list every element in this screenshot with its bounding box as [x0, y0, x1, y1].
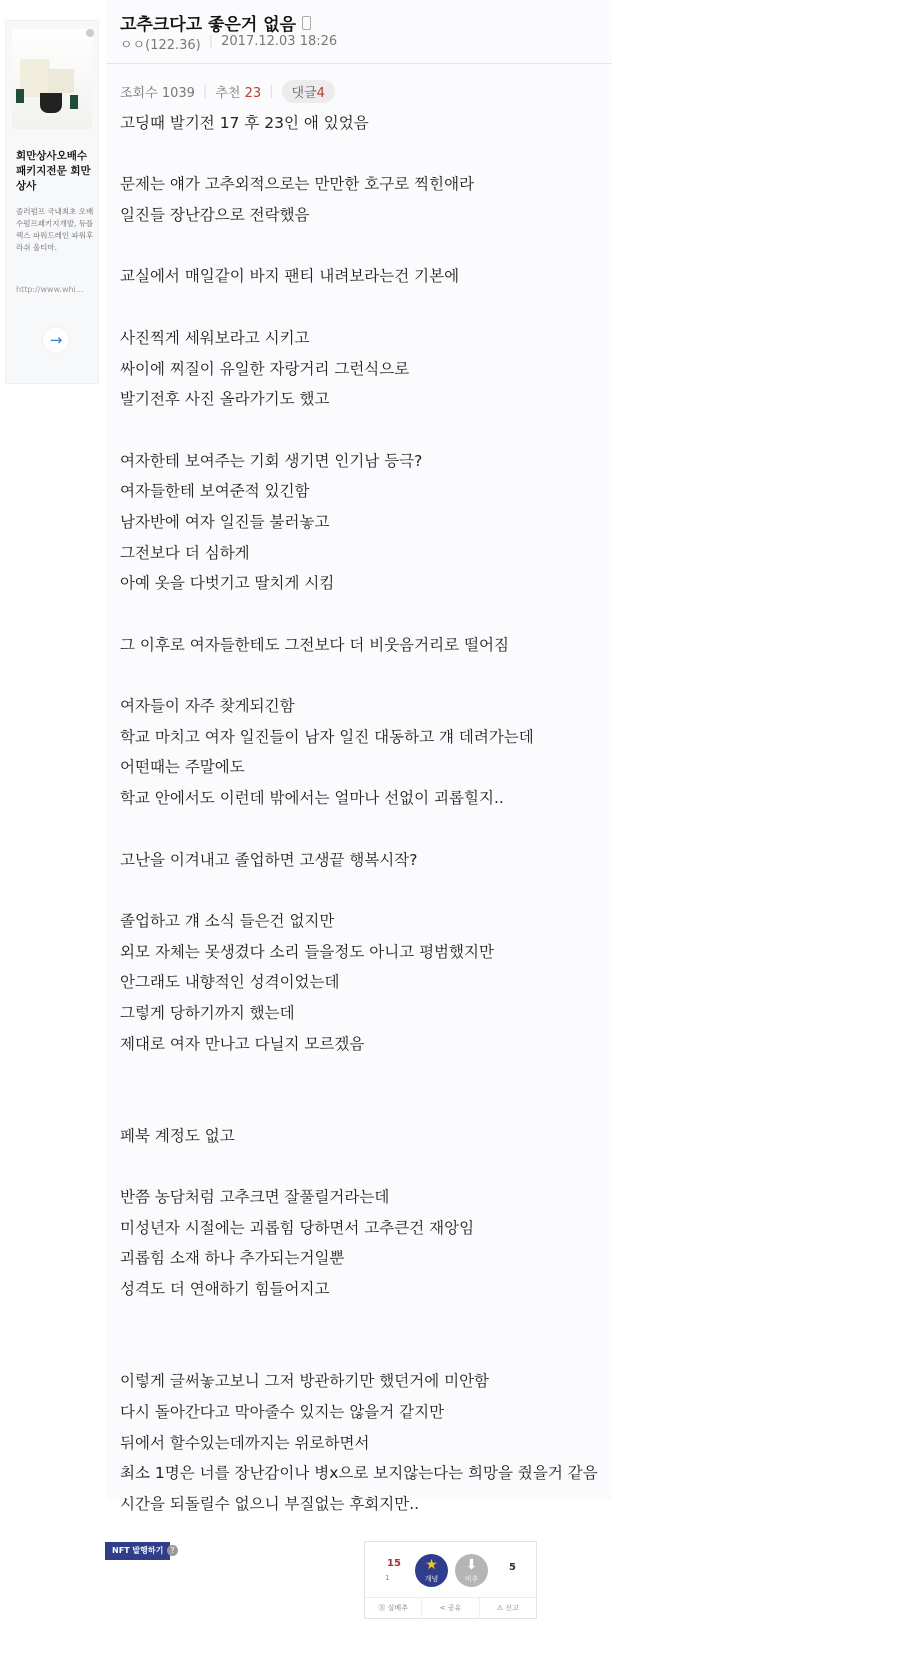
- post-date: 2017.12.03 18:26: [221, 34, 338, 49]
- body-line: 안그래도 내향적인 성격이었는데: [120, 973, 340, 992]
- body-line: 학교 안에서도 이런데 밖에서는 얼마나 선없이 괴롭힐지..: [120, 789, 504, 808]
- body-line: 제대로 여자 만나고 다닐지 모르겠음: [120, 1034, 365, 1053]
- body-line: 미성년자 시절에는 괴롭힘 당하면서 고추큰건 재앙임: [120, 1218, 475, 1237]
- body-line: [120, 599, 598, 630]
- author[interactable]: ㅇㅇ(122.36): [120, 38, 201, 53]
- ad-image[interactable]: [12, 29, 92, 129]
- body-line: 어떤때는 주말에도: [120, 758, 245, 777]
- report-button[interactable]: ⚠ 신고: [496, 1604, 519, 1612]
- sidebar-ad[interactable]: [5, 20, 99, 384]
- body-line: 외모 자체는 못생겼다 소리 들을정도 아니고 평범했지만: [120, 942, 494, 961]
- body-line: 싸이에 찌질이 유일한 자랑거리 그런식으로: [120, 359, 410, 378]
- ad-title[interactable]: 회만상사오배수 패키지전문 회만상사: [16, 150, 91, 192]
- comments-count: 4: [316, 86, 325, 101]
- comments-button[interactable]: [282, 80, 335, 103]
- body-line: 이렇게 글써놓고보니 그저 방관하기만 했던거에 미안함: [120, 1372, 490, 1391]
- body-line: 다시 돌아간다고 막아줄수 있지는 않을거 같지만: [120, 1402, 445, 1421]
- body-line: 반쯤 농담처럼 고추크면 잘풀릴거라는데: [120, 1188, 390, 1207]
- body-line: [120, 814, 598, 845]
- nft-button[interactable]: NFT 발행하기: [105, 1542, 170, 1560]
- divider: [106, 63, 612, 64]
- body-line: 문제는 얘가 고추외적으로는 만만한 호구로 찍힌애라: [120, 175, 475, 194]
- vote-box: [364, 1541, 537, 1619]
- share-button[interactable]: < 공유: [422, 1598, 479, 1619]
- body-line: [120, 1336, 598, 1367]
- body-line: 사진찍게 세워보라고 시키고: [120, 328, 310, 347]
- views-label: 조회수: [120, 86, 158, 101]
- body-line: 발기전후 사진 올라가기도 했고: [120, 390, 330, 409]
- body-line: [120, 1305, 598, 1336]
- ad-info-icon[interactable]: [86, 29, 94, 37]
- post-meta: ㅇㅇ(122.36) | 2017.12.03 18:26: [120, 34, 338, 53]
- body-line: 최소 1명은 너를 장난감이나 병x으로 보지않는다는 희망을 줬을거 같음: [120, 1464, 598, 1483]
- best-recommend-label: 실베추: [387, 1604, 408, 1612]
- body-line: [120, 415, 598, 446]
- body-line: 페북 계정도 없고: [120, 1126, 235, 1145]
- body-line: 그렇게 당하기까지 했는데: [120, 1003, 295, 1022]
- body-line: 졸업하고 걔 소식 들은건 없지만: [120, 911, 335, 930]
- mobile-icon: [302, 16, 311, 30]
- best-recommend-button[interactable]: Ⓑ 실베추: [365, 1598, 422, 1619]
- body-line: [120, 1151, 598, 1182]
- ad-url[interactable]: http://www.whi...: [16, 285, 84, 294]
- body-line: 괴롭힘 소재 하나 추가되는거일뿐: [120, 1249, 345, 1268]
- fixed-upvote-count: 1: [385, 1574, 390, 1582]
- upvote-button[interactable]: [415, 1554, 448, 1587]
- body-line: 아예 옷을 다벗기고 딸치게 시킴: [120, 574, 335, 593]
- downvote-button[interactable]: [455, 1554, 488, 1587]
- recommend-count: 23: [244, 86, 262, 101]
- body-line: [120, 292, 598, 323]
- body-line: 성격도 더 연애하기 힘들어지고: [120, 1280, 330, 1299]
- help-icon[interactable]: ?: [167, 1545, 178, 1556]
- ad-description: 졸러펌프 국내최초 오배수펌프패키지개발, 듀플렉스 파워드레인 파워후라쉬 울티마.: [16, 207, 94, 252]
- body-line: 그전보다 더 심하게: [120, 543, 250, 562]
- recommend-label: 추천: [215, 86, 241, 101]
- body-line: 교실에서 매일같이 바지 팬티 내려보라는건 기본에: [120, 267, 460, 286]
- body-line: 남자반에 여자 일진들 불러놓고: [120, 512, 330, 531]
- downvote-label: 비추: [464, 1575, 479, 1583]
- views-count: 1039: [161, 86, 195, 101]
- comments-label: 댓글: [291, 86, 317, 101]
- body-line: [120, 231, 598, 262]
- share-label: 공유: [447, 1604, 462, 1612]
- post-stats: 조회수 1039 | 추천 23 | 댓글4: [120, 80, 335, 103]
- post-title-text: 고추크다고 좋은거 없음: [120, 15, 297, 35]
- body-line: [120, 660, 598, 691]
- body-line: 여자한테 보여주는 기회 생기면 인기남 등극?: [120, 451, 423, 470]
- upvote-count: 15: [387, 1558, 401, 1569]
- body-line: 여자들한테 보여준적 있긴함: [120, 482, 310, 501]
- body-line: 뒤에서 할수있는데까지는 위로하면서: [120, 1433, 370, 1452]
- post-title: [120, 10, 311, 35]
- body-line: 그 이후로 여자들한테도 그전보다 더 비웃음거리로 떨어짐: [120, 635, 509, 654]
- body-line: [120, 1059, 598, 1090]
- body-line: 학교 마치고 여자 일진들이 남자 일진 대동하고 걔 데려가는데: [120, 727, 534, 746]
- body-line: [120, 875, 598, 906]
- body-line: 고딩때 발기전 17 후 23인 애 있었음: [120, 114, 369, 132]
- star-icon: ★: [425, 1557, 438, 1573]
- body-line: 고난을 이겨내고 졸업하면 고생끝 행복시작?: [120, 850, 418, 869]
- downvote-count: 5: [509, 1562, 516, 1573]
- upvote-label: 개념: [424, 1575, 439, 1583]
- body-line: [120, 139, 598, 170]
- body-line: [120, 1090, 598, 1121]
- body-line: 일진들 장난감으로 전락했음: [120, 206, 310, 225]
- body-line: 시간을 되돌릴수 없으니 부질없는 후회지만..: [120, 1494, 420, 1513]
- report-label: 신고: [505, 1604, 519, 1612]
- arrow-right-icon[interactable]: →: [42, 326, 70, 354]
- arrow-down-icon: ⬇: [465, 1557, 478, 1573]
- post-body: [120, 108, 598, 1520]
- body-line: 여자들이 자주 찾게되긴함: [120, 697, 295, 716]
